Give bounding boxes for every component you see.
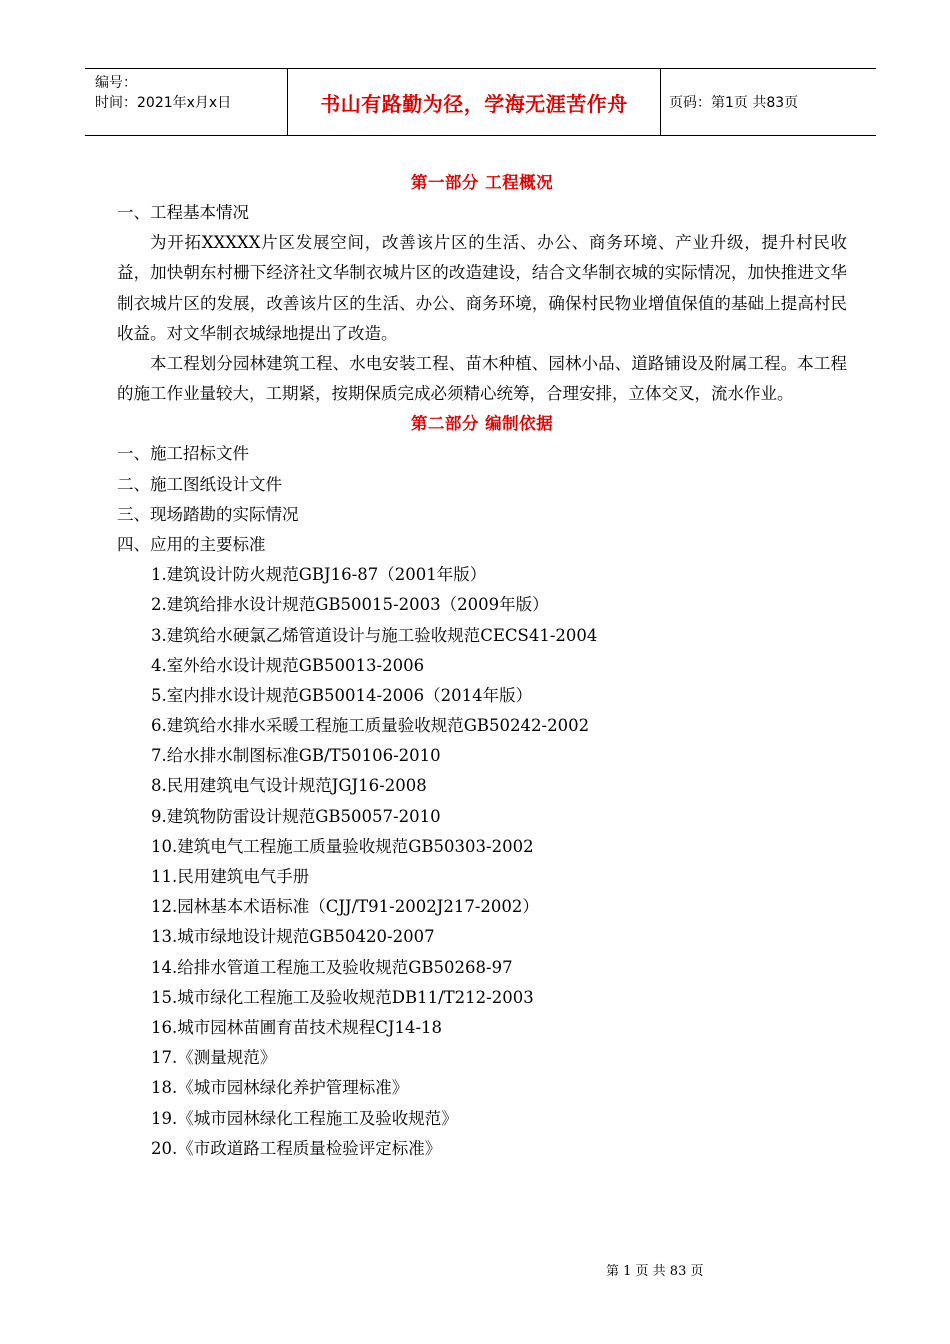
standard-item: 13.城市绿地设计规范GB50420-2007 bbox=[151, 927, 435, 947]
page-label: 页码：第1页 共83页 bbox=[669, 95, 799, 111]
standard-item: 14.给排水管道工程施工及验收规范GB50268-97 bbox=[151, 957, 513, 977]
standard-item: 18.《城市园林绿化养护管理标准》 bbox=[151, 1078, 409, 1098]
standard-item: 17.《测量规范》 bbox=[151, 1048, 277, 1068]
header-page-cell bbox=[661, 69, 876, 135]
header-motto-cell bbox=[287, 69, 661, 135]
standard-item: 12.园林基本术语标准（CJJ/T91-2002J217-2002） bbox=[151, 897, 539, 917]
standard-item: 2.建筑给排水设计规范GB50015-2003（2009年版） bbox=[151, 595, 549, 615]
time-label: 时间：2021年x月x日 bbox=[95, 95, 232, 111]
footer-page-number: 第 1 页 共 83 页 bbox=[606, 1264, 704, 1279]
standard-item: 11.民用建筑电气手册 bbox=[151, 867, 310, 887]
standard-item: 20.《市政道路工程质量检验评定标准》 bbox=[151, 1138, 442, 1158]
header-meta-cell bbox=[85, 69, 287, 135]
part2-item: 一、施工招标文件 bbox=[117, 444, 249, 464]
part1-heading: 一、工程基本情况 bbox=[117, 203, 249, 222]
standard-item: 15.城市绿化工程施工及验收规范DB11/T212-2003 bbox=[151, 987, 534, 1007]
standard-item: 7.给水排水制图标准GB/T50106-2010 bbox=[151, 746, 441, 766]
standard-item: 5.室内排水设计规范GB50014-2006（2014年版） bbox=[151, 685, 533, 705]
standard-item: 6.建筑给水排水采暖工程施工质量验收规范GB50242-2002 bbox=[151, 716, 590, 736]
standard-item: 4.室外给水设计规范GB50013-2006 bbox=[151, 655, 425, 675]
standard-item: 16.城市园林苗圃育苗技术规程CJ14-18 bbox=[151, 1017, 443, 1037]
page-header bbox=[85, 68, 876, 136]
part1-paragraph-1: 为开拓XXXXX片区发展空间，改善该片区的生活、办公、商务环境、产业升级，提升村民收益，加快朝东村栅下经济社文华制衣城片区的改造建设，结合文华制衣城的实际情况，加快推进文华制衣城片区的发展，改善该片区的生活、办公、商务环境，确保村民物业增值保值的基础上提高村民收益。对文华制衣城绿地提出了改造。 bbox=[117, 233, 847, 343]
part2-item: 四、应用的主要标准 bbox=[117, 534, 266, 554]
standards-list bbox=[117, 560, 847, 1164]
standard-item: 19.《城市园林绿化工程施工及验收规范》 bbox=[151, 1108, 458, 1128]
standard-item: 1.建筑设计防火规范GBJ16-87（2001年版） bbox=[151, 565, 487, 585]
serial-label: 编号： bbox=[95, 75, 137, 91]
part1-paragraph-2: 本工程划分园林建筑工程、水电安装工程、苗木种植、园林小品、道路铺设及附属工程。本工程的施工作业量较大，工期紧，按期保质完成必须精心统筹，合理安排，立体交叉，流水作业。 bbox=[117, 354, 847, 404]
part2-title: 第二部分 编制依据 bbox=[410, 414, 554, 434]
motto-text: 书山有路勤为径，学海无涯苦作舟 bbox=[320, 91, 628, 116]
standard-item: 9.建筑物防雷设计规范GB50057-2010 bbox=[151, 806, 441, 826]
part1-title: 第一部分 工程概况 bbox=[410, 173, 554, 192]
part2-item: 二、施工图纸设计文件 bbox=[117, 474, 282, 494]
standard-item: 3.建筑给水硬氯乙烯管道设计与施工验收规范CECS41-2004 bbox=[151, 625, 598, 645]
part2-item: 三、现场踏勘的实际情况 bbox=[117, 504, 299, 524]
standard-item: 8.民用建筑电气设计规范JGJ16-2008 bbox=[151, 776, 427, 796]
document-body bbox=[117, 168, 847, 1164]
standard-item: 10.建筑电气工程施工质量验收规范GB50303-2002 bbox=[151, 836, 534, 856]
